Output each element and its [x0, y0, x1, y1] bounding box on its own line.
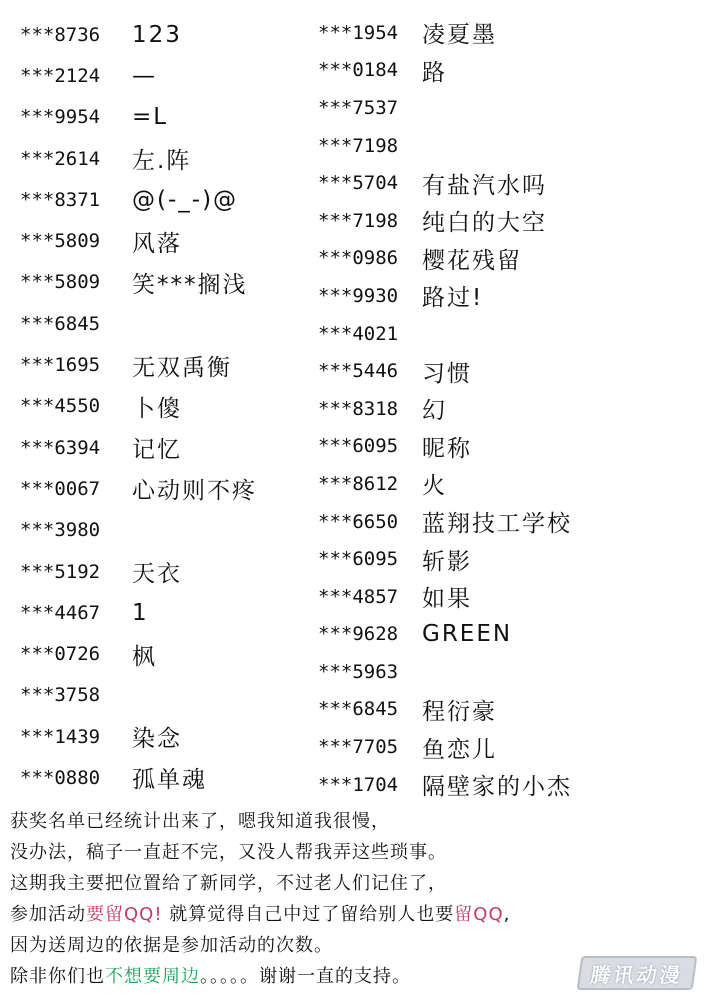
winner-name: 风落 — [132, 230, 182, 257]
winner-name: 无双禹衡 — [132, 354, 232, 381]
winner-id: ***3980 — [20, 519, 101, 542]
winner-row — [318, 52, 698, 90]
winner-row — [20, 179, 310, 220]
winner-name: 心动则不疼 — [132, 478, 257, 505]
winner-name: 记忆 — [132, 437, 182, 464]
winner-row — [20, 138, 310, 179]
winner-id: ***7705 — [318, 736, 399, 759]
winner-id: ***5809 — [20, 230, 101, 253]
winner-id: ***0986 — [318, 247, 399, 270]
winner-id: ***0184 — [318, 59, 399, 82]
winner-row — [318, 202, 698, 240]
note-highlight-leave-qq: 要留QQ! — [86, 904, 163, 925]
winner-id: ***6095 — [318, 548, 399, 571]
winner-id: ***7198 — [318, 209, 399, 232]
note-line-5: 因为送周边的依据是参加活动的次数。 — [10, 935, 333, 956]
winner-name: 有盐汽水吗 — [422, 172, 547, 199]
winner-name: @(-_-)@ — [132, 186, 239, 213]
winner-id: ***8612 — [318, 472, 399, 495]
winner-row — [20, 220, 310, 261]
winner-name: 幻 — [422, 398, 447, 425]
winner-row — [20, 14, 310, 55]
winner-id: ***6394 — [20, 436, 101, 459]
winner-row — [318, 728, 698, 766]
winner-row — [318, 390, 698, 428]
note-line-3: 这期我主要把位置给了新同学，不过老人们记住了， — [10, 873, 447, 894]
winner-id: ***1439 — [20, 725, 101, 748]
winner-name: 樱花残留 — [422, 247, 522, 274]
winner-row — [318, 766, 698, 804]
winner-id: ***5446 — [318, 360, 399, 383]
winner-name: 纯白的大空 — [422, 210, 547, 237]
winner-row — [318, 89, 698, 127]
winner-name: 枫 — [132, 643, 157, 670]
winner-id: ***8736 — [20, 23, 101, 46]
winner-id: ***6845 — [20, 312, 101, 335]
winner-row — [20, 303, 310, 344]
winner-row — [318, 578, 698, 616]
winner-name: 笑***搁浅 — [132, 271, 248, 298]
winner-name: 斩影 — [422, 548, 472, 575]
winner-name: — — [132, 62, 157, 89]
winner-row — [318, 428, 698, 466]
winner-id: ***4021 — [318, 322, 399, 345]
winner-name: 染念 — [132, 726, 182, 753]
winner-name: 鱼恋儿 — [422, 736, 497, 763]
winner-id: ***5192 — [20, 560, 101, 583]
winner-id: ***9628 — [318, 623, 399, 646]
winner-id: ***4857 — [318, 585, 399, 608]
winner-name: 孤单魂 — [132, 767, 207, 794]
winner-name: 123 — [132, 21, 182, 48]
note-line-1: 获奖名单已经统计出来了，嗯我知道我很慢， — [10, 811, 390, 832]
winner-row — [318, 164, 698, 202]
winner-name: 左.阵 — [132, 148, 192, 175]
winner-list-right — [318, 14, 698, 803]
note-line-4 — [10, 899, 700, 930]
winner-row — [20, 551, 310, 592]
winner-id: ***2124 — [20, 64, 101, 87]
winner-id: ***2614 — [20, 147, 101, 170]
winner-row — [20, 675, 310, 716]
note-highlight-no-merch: 不想要周边 — [105, 966, 200, 987]
winner-name: 火 — [422, 473, 447, 500]
winner-id: ***9930 — [318, 284, 399, 307]
winner-row — [318, 127, 698, 165]
winner-id: ***5704 — [318, 172, 399, 195]
winner-id: ***1695 — [20, 354, 101, 377]
tencent-comic-watermark: 腾讯动漫 — [577, 956, 698, 990]
winner-name: =L — [132, 104, 169, 131]
note-line-4-text-a: 参加活动 — [10, 904, 86, 925]
winner-id: ***0067 — [20, 477, 101, 500]
winner-row — [318, 315, 698, 353]
winner-row — [318, 653, 698, 691]
winner-row — [20, 757, 310, 798]
winner-id: ***0726 — [20, 643, 101, 666]
winner-row — [318, 503, 698, 541]
note-highlight-leave-qq-2: 留QQ — [454, 904, 504, 925]
winner-id: ***1704 — [318, 773, 399, 796]
winner-id: ***4550 — [20, 395, 101, 418]
winner-row — [20, 592, 310, 633]
winner-name: 习惯 — [422, 360, 472, 387]
note-line-2: 没办法，稿子一直赶不完，又没人帮我弄这些琐事。 — [10, 842, 447, 863]
winner-name: 路 — [422, 59, 447, 86]
winner-id: ***4467 — [20, 601, 101, 624]
winner-name: 凌夏墨 — [422, 22, 497, 49]
winner-id: ***5809 — [20, 271, 101, 294]
winner-name: 程衍豪 — [422, 698, 497, 725]
winner-id: ***1954 — [318, 21, 399, 44]
winner-row — [318, 465, 698, 503]
winner-row — [318, 540, 698, 578]
winner-row — [20, 633, 310, 674]
winner-row — [20, 344, 310, 385]
note-line-4-text-e: , — [503, 904, 511, 925]
winner-id: ***0880 — [20, 766, 101, 789]
winner-id: ***9954 — [20, 106, 101, 129]
winner-row — [20, 262, 310, 303]
winner-id: ***5963 — [318, 660, 399, 683]
winner-name: 1 — [132, 599, 149, 626]
winner-id: ***7198 — [318, 134, 399, 157]
winner-id: ***7537 — [318, 96, 399, 119]
winner-name: 卜傻 — [132, 395, 182, 422]
winner-row — [20, 468, 310, 509]
note-line-4-text-c: 就算觉得自己中过了留给别人也要 — [162, 904, 455, 925]
winner-row — [318, 352, 698, 390]
note-line-6-text-a: 除非你们也 — [10, 966, 105, 987]
winner-name: 路过! — [422, 285, 484, 312]
note-line-6-text-c: 。。。。。谢谢一直的支持。 — [200, 966, 411, 987]
winner-row — [20, 427, 310, 468]
winner-row — [318, 277, 698, 315]
winner-id: ***8318 — [318, 397, 399, 420]
winner-row — [20, 97, 310, 138]
winner-name: 如果 — [422, 586, 472, 613]
winner-row — [20, 716, 310, 757]
winner-name: 隔壁家的小杰 — [422, 774, 572, 801]
winner-row — [318, 14, 698, 52]
winner-row — [318, 691, 698, 729]
winner-name: 天衣 — [132, 561, 182, 587]
winner-row — [318, 240, 698, 278]
winner-name: 蓝翔技工学校 — [422, 511, 572, 538]
winner-id: ***3758 — [20, 684, 101, 707]
winner-id: ***6095 — [318, 435, 399, 458]
winner-name: GREEN — [422, 621, 513, 648]
winner-id: ***6650 — [318, 510, 399, 533]
winner-id: ***8371 — [20, 188, 101, 211]
winner-name: 昵称 — [422, 435, 472, 462]
winner-row — [20, 55, 310, 96]
winner-list-left — [20, 14, 310, 799]
winner-row — [318, 616, 698, 654]
winner-id: ***6845 — [318, 698, 399, 721]
winner-row — [20, 386, 310, 427]
winner-row — [20, 510, 310, 551]
